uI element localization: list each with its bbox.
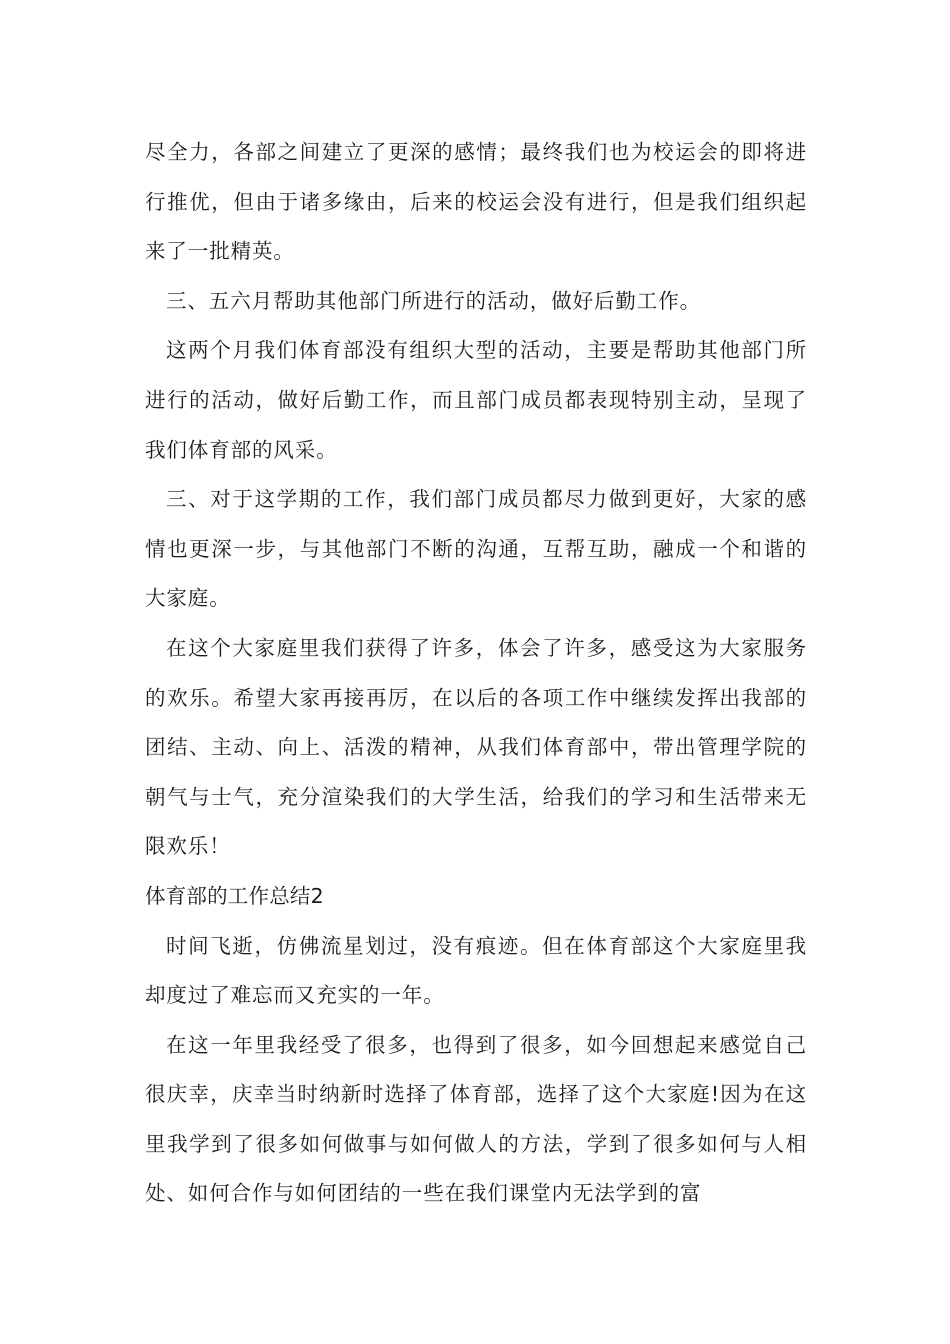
document-page: [145, 128, 807, 1219]
paragraph-time-flies: 时间飞逝，仿佛流星划过，没有痕迹。但在体育部这个大家庭里我却度过了难忘而又充实的一年。: [145, 933, 807, 1008]
paragraph-section-three-heading: 三、五六月帮助其他部门所进行的活动，做好后勤工作。: [166, 288, 701, 313]
section-title: 体育部的工作总结2: [145, 883, 324, 908]
paragraph-semester-work: 三、对于这学期的工作，我们部门成员都尽力做到更好，大家的感情也更深一步，与其他部门不断的沟通，互帮互助，融成一个和谐的大家庭。: [145, 487, 807, 611]
paragraph-conclusion: 在这个大家庭里我们获得了许多，体会了许多，感受这为大家服务的欢乐。希望大家再接再厉，在以后的各项工作中继续发挥出我部的团结、主动、向上、活泼的精神，从我们体育部中，带出管理学院的朝气与士气，充分渲染我们的大学生活，给我们的学习和生活带来无限欢乐！: [145, 635, 807, 859]
paragraph-continuation: 尽全力，各部之间建立了更深的感情；最终我们也为校运会的即将进行推优，但由于诸多缘由，后来的校运会没有进行，但是我们组织起来了一批精英。: [145, 140, 807, 264]
paragraph-logistics: 这两个月我们体育部没有组织大型的活动，主要是帮助其他部门所进行的活动，做好后勤工作，而且部门成员都表现特别主动，呈现了我们体育部的风采。: [145, 338, 807, 462]
paragraph-this-year: 在这一年里我经受了很多，也得到了很多，如今回想起来感觉自己很庆幸，庆幸当时纳新时选择了体育部，选择了这个大家庭!因为在这里我学到了很多如何做事与如何做人的方法，学到了很多如何与人相处、如何合作与如何团结的一些在我们课堂内无法学到的富: [145, 1032, 807, 1206]
